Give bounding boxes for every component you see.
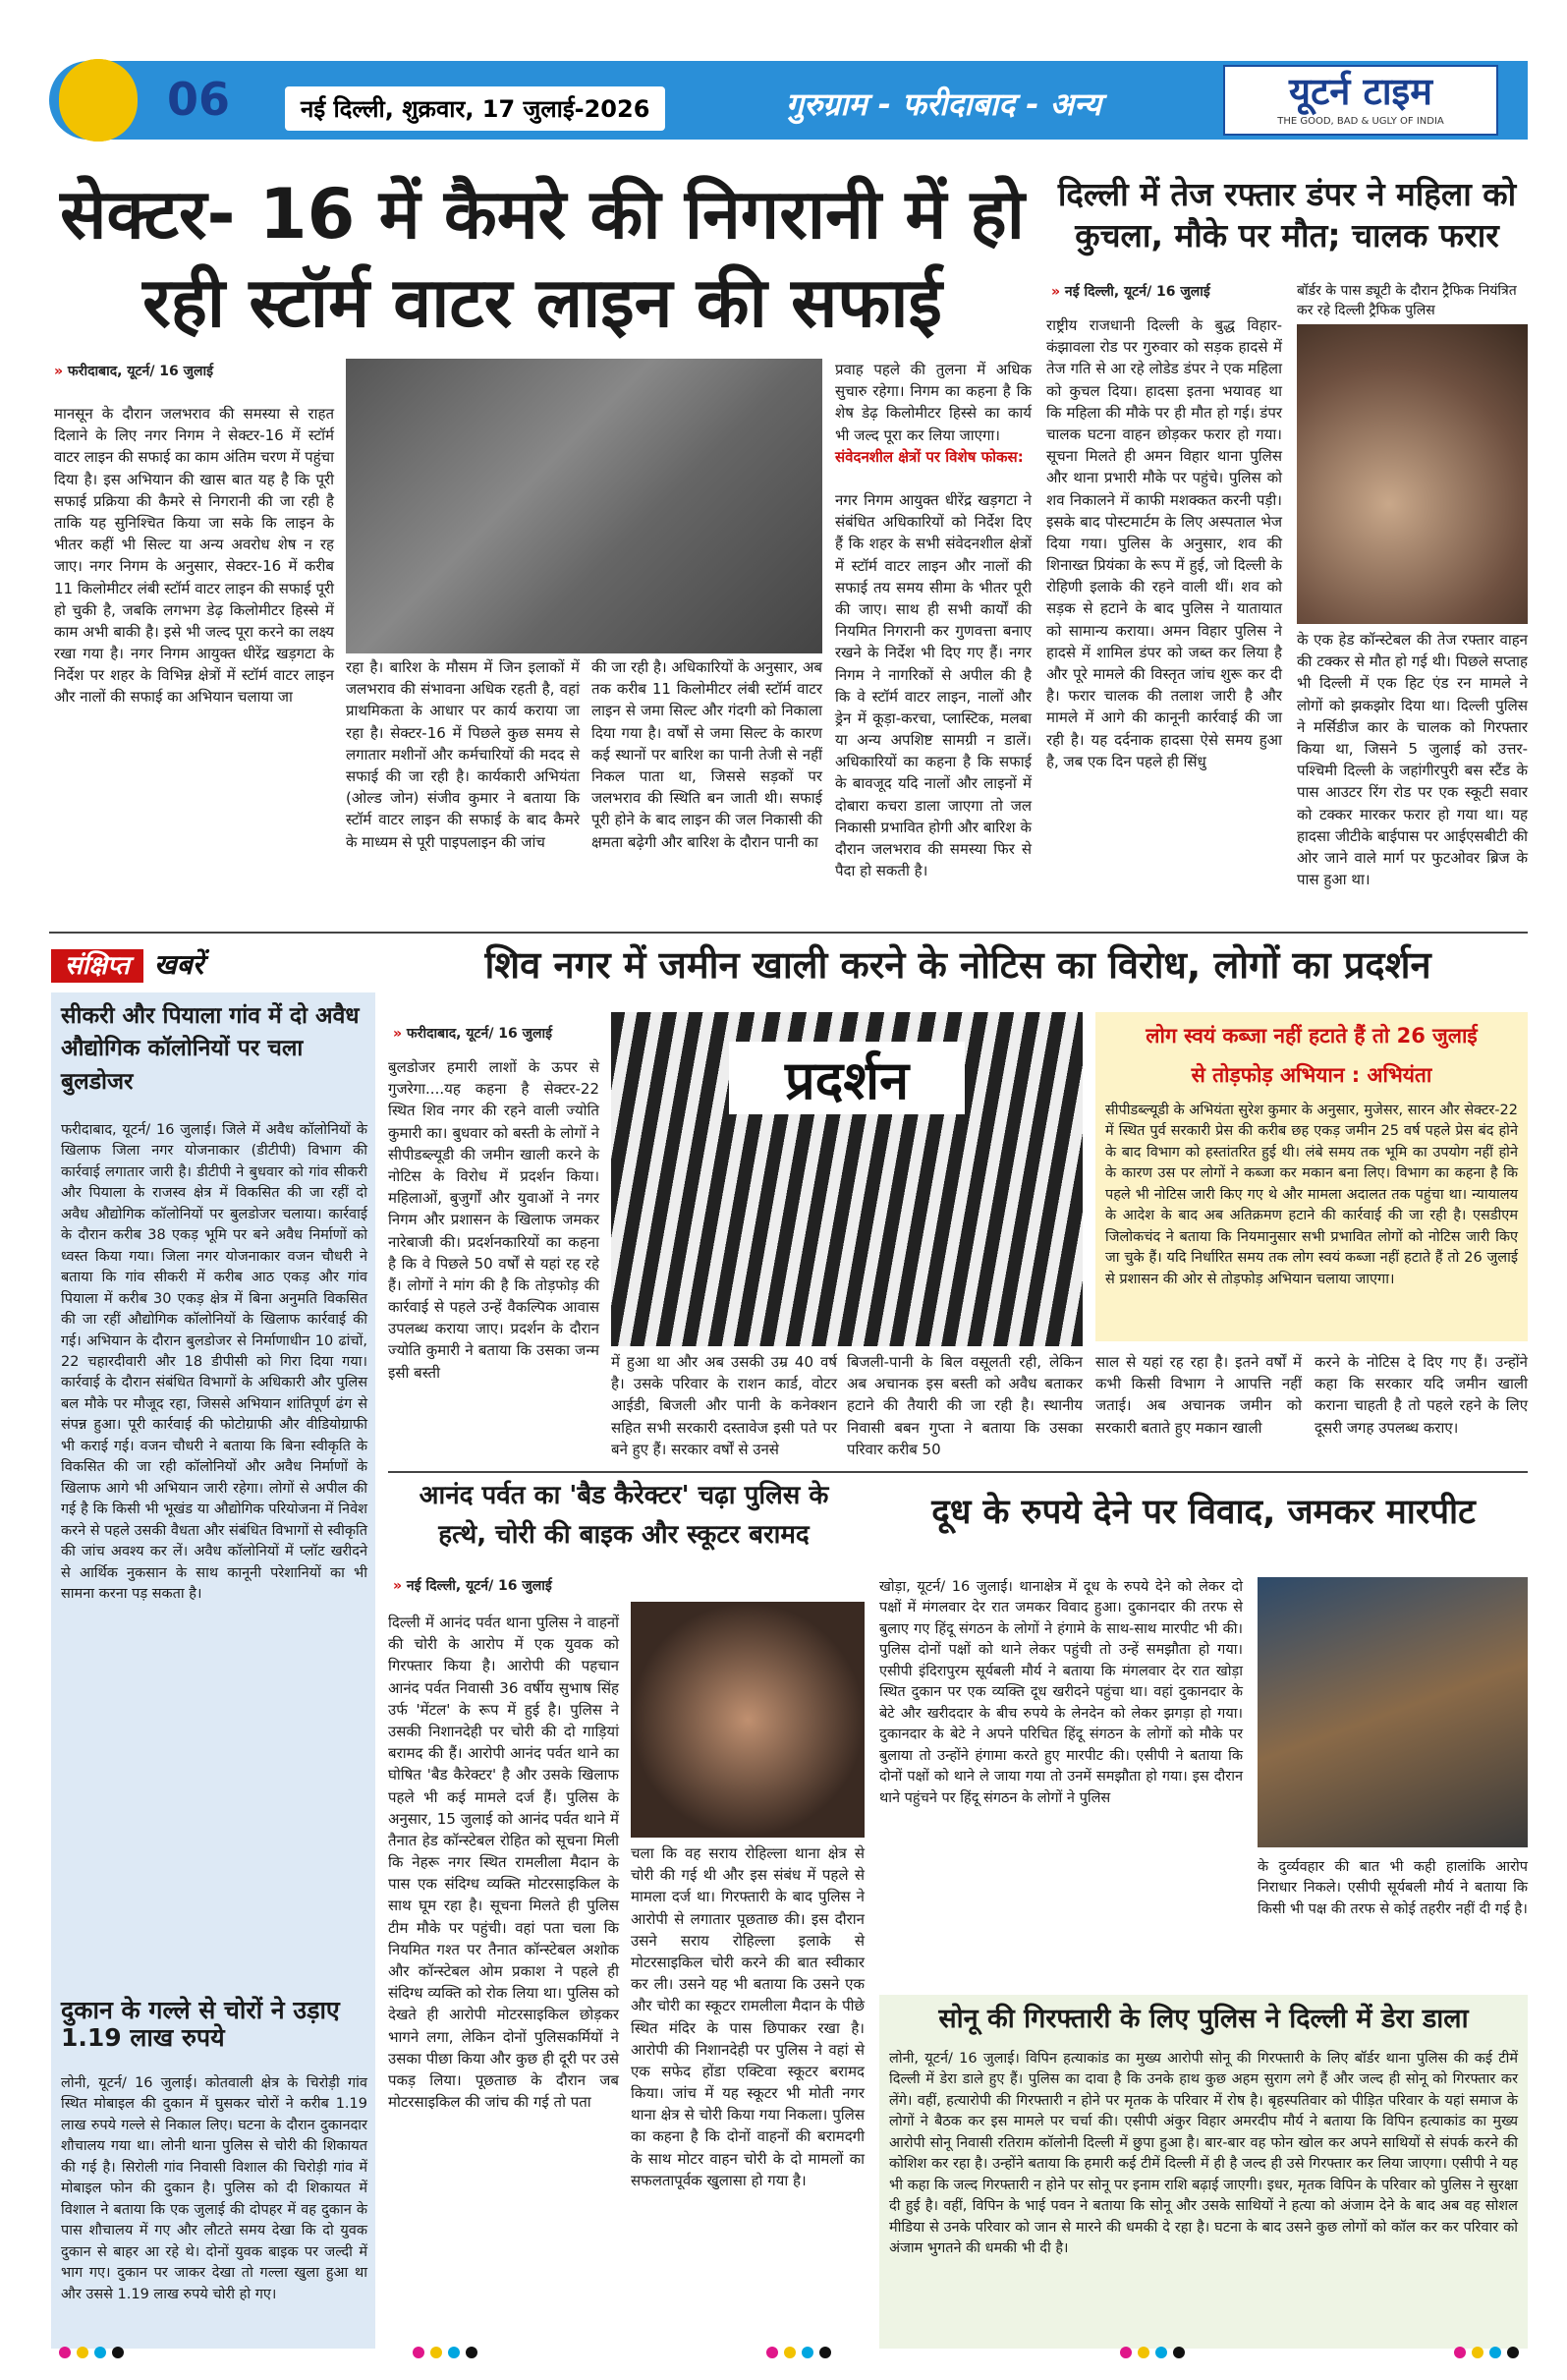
briefs-label: संक्षिप्त खबरें xyxy=(51,945,365,987)
section-title: गुरुग्राम - फरीदाबाद - अन्य xyxy=(786,85,1102,123)
dumper-headline-1: दिल्ली में तेज रफ्तार डंपर ने महिला को xyxy=(1057,175,1517,213)
shiv-box-head-1: लोग स्वयं कब्जा नहीं हटाते हैं तो 26 जुलाई xyxy=(1146,1024,1478,1048)
lead-col-2: रहा है। बारिश के मौसम में जिन इलाकों में जलभराव की संभावना अधिक रहती है, वहां प्राथमिकता के आधार पर कार्य कराया जा रहा है। सेक्टर-16 में पिछले कुछ समय से लगातार मशीनों और कर्मचारियों की मदद से सफाई की जा रही है। कार्यकारी अभियंता (ओल्ड जोन) संजीव कुमार ने बताया कि स्टॉर्म वाटर लाइन की सफाई के बाद कैमरे के माध्यम से पूरी पाइपलाइन की जांच xyxy=(346,658,580,851)
header-dateline: नई दिल्ली, शुक्रवार, 17 जुलाई-2026 xyxy=(285,86,665,131)
page-number: 06 xyxy=(167,73,231,126)
sonu-headline: सोनू की गिरफ्तारी के लिए पुलिस ने दिल्ली में डेरा डाला xyxy=(938,2004,1469,2034)
lead-col-1: मानसून के दौरान जलभराव की समस्या से राहत दिलाने के लिए नगर निगम ने सेक्टर-16 में स्टॉर्म वाटर लाइन की सफाई का काम अंतिम चरण में पहुंचा दिया है। इस अभियान की खास बात यह है कि पूरी सफाई प्रक्रिया की कैमरे से निगरानी की जा रही है ताकि यह सुनिश्चित किया जा सके कि लाइन के भीतर कहीं भी सिल्ट या अन्य अवरोध शेष न रह जाए। नगर निगम के अनुसार, सेक्टर-16 में करीब 11 किलोमीटर लंबी स्टॉर्म वाटर लाइन की सफाई पूरी हो चुकी है, जबकि लगभग डेढ़ किलोमीटर हिस्से में काम अभी बाकी है। इसे भी जल्द पूरा करने का लक्ष्य रखा गया है। नगर निगम आयुक्त धीरेंद्र खड़गटा के निर्देश पर शहर के विभिन्न क्षेत्रों में स्टॉर्म वाटर लाइन और नालों की सफाई का अभियान चलाया जा xyxy=(54,405,334,707)
divider xyxy=(49,932,1528,934)
brief-headline: सीकरी और पियाला गांव में दो अवैध औद्योगिक कॉलोनियों पर चला बुलडोजर xyxy=(61,1003,360,1095)
lead-photo xyxy=(346,359,822,653)
brief-body-2: लोनी, यूटर्न/ 16 जुलाई। कोतवाली क्षेत्र के चिरोड़ी गांव स्थित मोबाइल की दुकान में घुसकर चोरों ने करीब 1.19 लाख रुपये गल्ले से निकाल लिए। घटना के दौरान दुकानदार शौचालय गया था। लोनी थाना पुलिस से चोरी की शिकायत की गई है। सिरोली गांव निवासी विशाल की चिरोड़ी गांव में मोबाइल फोन की दुकान है। पुलिस को दी शिकायत में विशाल ने बताया कि एक जुलाई की दोपहर में वह दुकान के पास शौचालय में गए और लौटते समय देखा कि दो युवक दुकान से बाहर आ रहे थे। दोनों युवक बाइक पर जल्दी में भाग गए। दुकान पर जाकर देखा तो गल्ला खुला हुआ था और उससे 1.19 लाख रुपये चोरी हो गए। xyxy=(61,2075,367,2302)
dumper-photo xyxy=(1297,324,1528,624)
print-registration-marks xyxy=(0,2347,1567,2366)
sonu-body: लोनी, यूटर्न/ 16 जुलाई। विपिन हत्याकांड का मुख्य आरोपी सोनू की गिरफ्तारी के लिए बॉर्डर थाना पुलिस की कई टीमें दिल्ली में डेरा डाले हुए हैं। पुलिस का दावा है कि उनके हाथ कुछ अहम सुराग लगे हैं और जल्द ही सोनू को गिरफ्तार कर लेंगे। वहीं, हत्यारोपी की गिरफ्तारी न होने पर मृतक के परिवार में रोष है। बृहस्पतिवार को पीड़ित परिवार के यहां समाज के लोगों ने बैठक कर इस मामले पर चर्चा की। एसीपी अंकुर विहार अमरदीप मौर्य ने बताया कि विपिन हत्याकांड का मुख्य आरोपी सोनू निवासी रतिराम कॉलोनी दिल्ली में छुपा हुआ है। बार-बार वह फोन खोल कर अपने साथियों से संपर्क करने की कोशिश कर रहा है। उन्होंने बताया कि हमारी कई टीमें दिल्ली में ही है जल्द ही उसे गिरफ्तार कर लिया जाएगा। एसीपी ने यह भी कहा कि जल्द गिरफ्तारी न होने पर सोनू पर इनाम राशि बढ़ाई जाएगी। इधर, मृतक विपिन के परिवार को पुलिस ने सुरक्षा दी हुई है। वहीं, विपिन के भाई पवन ने बताया कि सोनू और उसके साथियों ने हत्या को अंजाम देने के बाद अब वह सोशल मीडिया से उनके परिवार को जान से मारने की धमकी दे रहा है। घटना के बाद उसने कुछ लोगों को कॉल कर कर परिवार को अंजाम भुगतने की धमकी भी दी है। xyxy=(889,2051,1518,2257)
divider xyxy=(388,1471,1528,1473)
shiv-box-body: सीपीडब्ल्यूडी के अभियंता सुरेश कुमार के अनुसार, मुजेसर, सारन और सेक्टर-22 में स्थित पुर्व सरकारी प्रेस की करीब छह एकड़ जमीन 25 वर्ष पहले प्रेस बंद होने के बाद विभाग को हस्तांतरित हुई थी। लंबे समय तक भूमि का उपयोग नहीं होने के कारण उस पर लोगों ने कब्जा कर मकान बना लिए। विभाग का कहना है कि पहले भी नोटिस जारी किए गए थे और मामला अदालत तक पहुंचा था। न्यायालय के आदेश के बाद अब अतिक्रमण हटाने की कार्रवाई की जा रही है। एसडीएम जिलोकचंद ने बताया कि नियमानुसार सभी प्रभावित लोगों को नोटिस जारी किए जा चुके हैं। यदि निर्धारित समय तक लोग स्वयं कब्जा नहीं हटाते हैं तो 26 जुलाई से प्रशासन की ओर से तोड़फोड़ अभियान चलाया जाएगा। xyxy=(1105,1103,1518,1287)
anand-headline-1: आनंद पर्वत का 'बैड कैरेक्टर' चढ़ा पुलिस के xyxy=(419,1481,829,1510)
brief-body: फरीदाबाद, यूटर्न/ 16 जुलाई। जिले में अवैध कॉलोनियों के खिलाफ जिला नगर योजनाकार (डीटीपी) विभाग की कार्रवाई लगातार जारी है। डीटीपी ने बुधवार को गांव सीकरी और पियाला के राजस्व क्षेत्र में विकसित की जा रहीं दो अवैध औद्योगिक कॉलोनियों पर बुलडोजर चलाया। कार्रवाई के दौरान करीब 38 एकड़ भूमि पर बने अवैध निर्माणों को ध्वस्त किया गया। जिला नगर योजनाकार वजन चौधरी ने बताया कि गांव सीकरी में करीब आठ एकड़ और गांव पियाला में करीब 30 एकड़ क्षेत्र में बिना अनुमति विकसित की जा रहीं औद्योगिक कॉलोनियों के खिलाफ कार्रवाई की गई। अभियान के दौरान बुलडोजर से निर्माणाधीन 10 ढांचों, 22 चहारदीवारी और 18 डीपीसी को गिरा दिया गया। कार्रवाई के दौरान संबंधित विभागों के अधिकारी और पुलिस बल मौके पर मौजूद रहा, जिससे अभियान शांतिपूर्ण ढंग से संपन्न हुआ। पूरी कार्रवाई की फोटोग्राफी और वीडियोग्राफी भी कराई गई। वजन चौधरी ने बताया कि बिना स्वीकृति के विकसित की जा रही कॉलोनियों और अवैध निर्माणों के खिलाफ आगे भी अभियान जारी रहेगा। लोगों से अपील की गई है कि किसी भी भूखंड या औद्योगिक परियोजना में निवेश करने से पहले उसकी वैधता और संबंधित विभागों से स्वीकृति की जांच अवश्य कर लें। अवैध कॉलोनियों में प्लॉट खरीदने से आर्थिक नुकसान के साथ कानूनी परेशानियों का भी सामना करना पड़ सकता है। xyxy=(61,1122,367,1602)
anand-dateline: » नई दिल्ली, यूटर्न/ 16 जुलाई xyxy=(393,1578,552,1594)
dumper-col-1: राष्ट्रीय राजधानी दिल्ली के बुद्ध विहार-कंझावला रोड पर गुरुवार को सड़क हादसे में तेज गति से आ रहे लोडेड डंपर ने एक महिला को कुचल दिया। हादसा इतना भयावह था कि महिला की मौके पर ही मौत हो गई। डंपर चालक घटना वाहन छोड़कर फरार हो गया। सूचना मिलते ही अमन विहार थाना पुलिस और थाना प्रभारी मौके पर पहुंचे। पुलिस को शव निकालने में काफी मशक्कत करनी पड़ी। इसके बाद पोस्टमार्टम के लिए अस्पताल भेज दिया गया। पुलिस के अनुसार, शव की शिनाख्त प्रियंका के रूप में हुई, जो दिल्ली के रोहिणी इलाके की रहने वाली थीं। शव को सड़क से हटाने के बाद पुलिस ने यातायात को सामान्य कराया। अमन विहार पुलिस ने हादसे में शामिल डंपर को जब्त कर लिया है और पूरे मामले की विस्तृत जांच शुरू कर दी है। फरार चालक की तलाश जारी है और मामले में आगे की कानूनी कार्रवाई की जा रही है। यह दर्दनाक हादसा ऐसे समय हुआ है, जब एक दिन पहले ही सिंधु xyxy=(1046,316,1282,770)
milk-body: खोड़ा, यूटर्न/ 16 जुलाई। थानाक्षेत्र में दूध के रुपये देने को लेकर दो पक्षों में मंगलवार देर रात जमकर विवाद हुआ। दुकानदार की तरफ से बुलाए गए हिंदू संगठन के लोगों ने हंगामे के साथ-साथ मारपीट भी की। पुलिस दोनों पक्षों को थाने लेकर पहुंची तो उन्हें समझौता हो गया। एसीपी इंदिरापुरम सूर्यबली मौर्य ने बताया कि मंगलवार देर रात खोड़ा स्थित दुकान पर एक व्यक्ति दूध खरीदने पहुंचा था। वहां दुकानदार के बेटे और खरीददार के बीच रुपये के लेनदेन को लेकर झगड़ा हो गया। दुकानदार के बेटे ने अपने परिचित हिंदू संगठन के लोगों को मौके पर बुलाया तो उन्होंने हंगामा करते हुए मारपीट की। एसीपी ने बताया कि दोनों पक्षों को थाने ले जाया गया तो उनमें समझौता हो गया। इस दौरान थाने पहुंचने पर हिंदू संगठन के लोगों ने पुलिस xyxy=(879,1579,1243,1806)
milk-body-2: के दुर्व्यवहार की बात भी कही हालांकि आरोप निराधार निकले। एसीपी सूर्यबली मौर्य ने बताया कि किसी भी पक्ष की तरफ से कोई तहरीर नहीं दी गई है। xyxy=(1258,1859,1528,1917)
anand-col-1: दिल्ली में आनंद पर्वत थाना पुलिस ने वाहनों की चोरी के आरोप में एक युवक को गिरफ्तार किया है। आरोपी की पहचान आनंद पर्वत निवासी 36 वर्षीय सुभाष सिंह उर्फ 'मेंटल' के रूप में हुई है। पुलिस ने उसकी निशानदेही पर चोरी की दो गाड़ियां बरामद की हैं। आरोपी आनंद पर्वत थाने का घोषित 'बैड कैरेक्टर' है और उसके खिलाफ पहले भी कई मामले दर्ज हैं। पुलिस के अनुसार, 15 जुलाई को आनंद पर्वत थाने में तैनात हेड कॉन्स्टेबल रोहित को सूचना मिली कि नेहरू नगर स्थित रामलीला मैदान के पास एक संदिग्ध व्यक्ति मोटरसाइकिल के साथ घूम रहा है। सूचना मिलते ही पुलिस टीम मौके पर पहुंची। वहां पता चला कि नियमित गश्त पर तैनात कॉन्स्टेबल अशोक और कॉन्स्टेबल ओम प्रकाश ने पहले ही संदिग्ध व्यक्ति को रोक लिया था। पुलिस को देखते ही आरोपी मोटरसाइकिल छोड़कर भागने लगा, लेकिन दोनों पुलिसकर्मियों ने उसका पीछा किया और कुछ ही दूरी पर उसे पकड़ लिया। पूछताछ के दौरान जब मोटरसाइकिल की जांच की गई तो पता xyxy=(388,1614,619,2112)
lead-headline-1: सेक्टर- 16 में कैमरे की निगरानी में हो xyxy=(60,174,1025,255)
shiv-col-4: साल से यहां रह रहा है। इतने वर्षों में कभी किसी विभाग ने आपत्ति नहीं जताई। अब अचानक जमीन को सरकारी बताते हुए मकान खाली xyxy=(1095,1353,1302,1437)
shiv-col-3: बिजली-पानी के बिल वसूलती रही, लेकिन अब अचानक इस बस्ती को अवैध बताकर हटाने की तैयारी की जा रही है। स्थानीय निवासी बबन गुप्ता ने बताया कि उसका परिवार करीब 50 xyxy=(847,1353,1083,1458)
lead-col-4b: नगर निगम आयुक्त धीरेंद्र खड़गटा ने संबंधित अधिकारियों को निर्देश दिए हैं कि शहर के सभी संवेदनशील क्षेत्रों में स्टॉर्म वाटर लाइन और नालों की सफाई तय समय सीमा के भीतर पूरी की जाए। साथ ही सभी कार्यों की नियमित निगरानी कर गुणवत्ता बनाए रखने के निर्देश भी दिए गए हैं। नगर निगम ने नागरिकों से अपील की है कि वे स्टॉर्म वाटर लाइन, नालों और ड्रेन में कूड़ा-करचा, प्लास्टिक, मलबा या अन्य अपशिष्ट सामग्री न डालें। अधिकारियों का कहना है कि सफाई के बावजूद यदि नालों और लाइनों में दोबारा कचरा डाला जाएगा तो जल निकासी प्रभावित होगी और बारिश के दौरान जलभराव की समस्या फिर से पैदा हो सकती है। xyxy=(835,491,1032,880)
dumper-col-2: के एक हेड कॉन्स्टेबल की तेज रफ्तार वाहन की टक्कर से मौत हो गई थी। पिछले सप्ताह भी दिल्ली में एक हिट एंड रन मामले ने लोगों को झकझोर दिया था। दिल्ली पुलिस ने मर्सिडीज कार के चालक को गिरफ्तार किया था, जिसने 5 जुलाई को उत्तर-पश्चिमी दिल्ली के जहांगीरपुरी बस स्टैंड के पास आउटर रिंग रोड पर एक स्कूटी सवार को टक्कर मारकर फरार हो गया था। यह हादसा जीटीके बाईपास पर आईएसबीटी की ओर जाने वाले मार्ग पर फुटओवर ब्रिज के पास हुआ था। xyxy=(1297,631,1528,889)
lead-col-3: की जा रही है। अधिकारियों के अनुसार, अब तक करीब 11 किलोमीटर लंबी स्टॉर्म वाटर लाइन से जमा सिल्ट और गंदगी को निकाला दिया गया है। वर्षों से जमा सिल्ट के कारण कई स्थानों पर बारिश का पानी तेजी से नहीं निकल पाता था, जिससे सड़कों पर जलभराव की स्थिति बन जाती थी। सफाई पूरी होने के बाद लाइन की जल निकासी की क्षमता बढ़ेगी और बारिश के दौरान पानी का xyxy=(591,658,822,851)
shiv-col-1: बुलडोजर हमारी लाशों के ऊपर से गुजरेगा....यह कहना है सेक्टर-22 स्थित शिव नगर की रहने वाली ज्योति कुमारी का। बुधवार को बस्ती के लोगों ने सीपीडब्ल्यूडी की जमीन खाली करने के नोटिस के विरोध में प्रदर्शन किया। महिलाओं, बुजुर्गों और युवाओं ने नगर निगम और प्रशासन के खिलाफ जमकर नारेबाजी की। प्रदर्शनकारियों का कहना है कि वे पिछले 50 वर्षों से यहां रह रहे हैं। लोगों ने मांग की है कि तोड़फोड़ की कार्रवाई से पहले उन्हें वैकल्पिक आवास उपलब्ध कराया जाए। प्रदर्शन के दौरान ज्योति कुमारी ने बताया कि उसका जन्म इसी बस्ती xyxy=(388,1058,599,1382)
anand-col-2: चला कि वह सराय रोहिल्ला थाना क्षेत्र से चोरी की गई थी और इस संबंध में पहले से मामला दर्ज था। गिरफ्तारी के बाद पुलिस ने आरोपी से लगातार पूछताछ की। इस दौरान उसने सराय रोहिल्ला इलाके से मोटरसाइकिल चोरी करने की बात स्वीकार कर ली। उसने यह भी बताया कि उसने एक और चोरी का स्कूटर रामलीला मैदान के पीछे स्थित मंदिर के पास छिपाकर रखा है। आरोपी की निशानदेही पर पुलिस ने वहां से एक सफेद होंडा एक्टिवा स्कूटर बरामद किया। जांच में यह स्कूटर भी मोती नगर थाना क्षेत्र से चोरी किया गया निकला। पुलिस का कहना है कि दोनों वाहनों की बरामदगी के साथ मोटर वाहन चोरी के दो मामलों का सफलतापूर्वक खुलासा हो गया है। xyxy=(631,1844,865,2189)
lead-subhead: संवेदनशील क्षेत्रों पर विशेष फोकस: xyxy=(835,448,1024,466)
shiv-col-5: करने के नोटिस दे दिए गए हैं। उन्होंने कहा कि सरकार यदि जमीन खाली कराना चाहती है तो पहले रहने के लिए दूसरी जगह उपलब्ध कराए। xyxy=(1315,1353,1528,1437)
shiv-box-head-2: से तोड़फोड़ अभियान : अभियंता xyxy=(1191,1063,1432,1087)
shiv-headline: शिव नगर में जमीन खाली करने के नोटिस का विरोध, लोगों का प्रदर्शन xyxy=(484,943,1431,987)
shiv-protest-photo: प्रदर्शन xyxy=(611,1012,1083,1346)
masthead-logo: यूटर्न टाइम THE GOOD, BAD & UGLY OF INDIA xyxy=(1223,65,1498,136)
dumper-headline-2: कुचला, मौके पर मौत; चालक फरार xyxy=(1075,216,1499,255)
dumper-dateline: » नई दिल्ली, यूटर्न/ 16 जुलाई xyxy=(1051,284,1210,300)
shiv-dateline: » फरीदाबाद, यूटर्न/ 16 जुलाई xyxy=(393,1026,553,1042)
lead-dateline: » फरीदाबाद, यूटर्न/ 16 जुलाई xyxy=(54,364,214,379)
handcuff-photo xyxy=(631,1602,865,1838)
lead-headline-2: रही स्टॉर्म वाटर लाइन की सफाई xyxy=(142,262,942,343)
lead-col-4a: प्रवाह पहले की तुलना में अधिक सुचारु रहेगा। निगम का कहना है कि शेष डेढ़ किलोमीटर हिस्से का कार्य भी जल्द पूरा कर लिया जाएगा। xyxy=(835,361,1032,444)
anand-headline-2: हत्थे, चोरी की बाइक और स्कूटर बरामद xyxy=(438,1520,810,1550)
shiv-col-2: में हुआ था और अब उसकी उम्र 40 वर्ष है। उसके परिवार के राशन कार्ड, वोटर आईडी, बिजली और पानी के कनेक्शन सहित सभी सरकारी दस्तावेज इसी पते पर बने हुए हैं। सरकार वर्षों से उनसे xyxy=(611,1353,837,1458)
fight-illustration xyxy=(1258,1577,1528,1847)
page-number-ball xyxy=(59,59,138,142)
dumper-caption: बॉर्डर के पास ड्यूटी के दौरान ट्रैफिक नियंत्रित कर रहे दिल्ली ट्रैफिक पुलिस xyxy=(1297,283,1517,318)
brief-headline-2: दुकान के गल्ले से चोरों ने उड़ाए 1.19 लाख रुपये xyxy=(61,1996,340,2052)
milk-headline: दूध के रुपये देने पर विवाद, जमकर मारपीट xyxy=(931,1493,1476,1532)
